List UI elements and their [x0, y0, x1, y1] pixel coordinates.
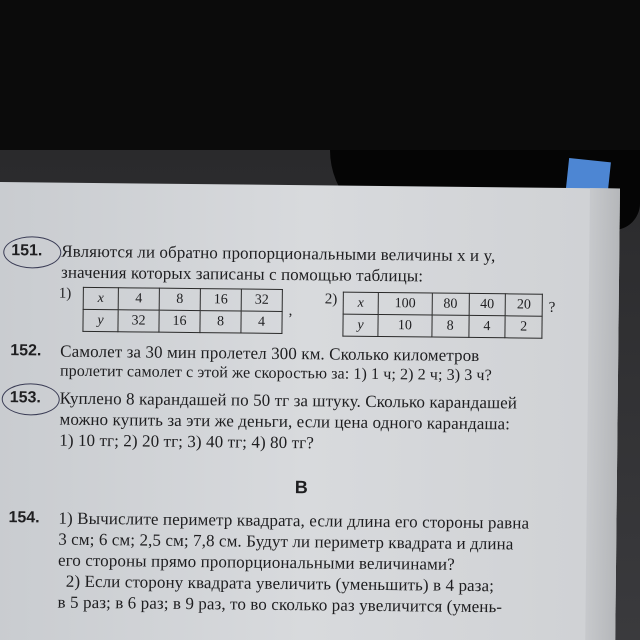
table1-y-cell: 32 — [118, 310, 159, 332]
problem-151-line1: Являются ли обратно пропорциональными величины x и y, — [61, 241, 496, 266]
problem-number-152: 152. — [10, 342, 42, 360]
problem-153-line1: Куплено 8 карандашей по 50 тг за штуку. Сколько карандашей — [59, 388, 518, 413]
problem-154-line1: 1) Вычислите периметр квадрата, если длина его стороны равна — [58, 508, 530, 533]
table2-x-header: x — [343, 292, 378, 314]
table2-x-cell: 80 — [432, 293, 469, 315]
problem-152-line2: пролетит самолет с этой же скоростью за: 1) 1 ч; 2) 2 ч; 3) 3 ч? — [59, 362, 492, 385]
table2-x-cell: 20 — [505, 294, 542, 316]
table1-label: 1) — [58, 285, 72, 302]
problem-154-line2: 3 см; 6 см; 2,5 см; 7,8 см. Будут ли периметр квадрата и длина — [58, 529, 514, 554]
problem-number-154: 154. — [8, 509, 40, 527]
problem-number-153: 153. — [9, 389, 41, 407]
problem-152-line1: Самолет за 30 мин пролетел 300 км. Сколько километров — [60, 341, 480, 366]
table1-y-header: y — [83, 309, 118, 331]
problem-153-line2: можно купить за эти же деньги, если цена одного карандаша: — [59, 409, 511, 434]
problem-153-line3: 1) 10 тг; 2) 20 тг; 3) 40 тг; 4) 80 тг? — [59, 430, 315, 453]
table1-row-y — [83, 309, 282, 333]
table1-x-cell: 8 — [159, 288, 200, 310]
table1-x-cell: 4 — [118, 288, 159, 310]
table2-row-x — [343, 292, 542, 316]
table1-y-cell: 16 — [159, 310, 200, 332]
table1-separator: , — [288, 303, 293, 320]
table2-y-header: y — [343, 314, 378, 336]
table2-y-cell: 10 — [378, 314, 432, 337]
table2-label: 2) — [324, 291, 338, 308]
table2-x-cell: 100 — [378, 292, 432, 315]
problem-number-151: 151. — [11, 242, 43, 260]
table1-y-cell: 4 — [241, 311, 282, 333]
table-2 — [342, 292, 542, 339]
textbook-photo — [0, 150, 640, 640]
table2-row-y — [343, 314, 542, 338]
table2-x-cell: 40 — [469, 293, 506, 315]
section-letter: B — [294, 477, 308, 498]
table2-y-cell: 4 — [468, 315, 505, 337]
problem-151-line2: значения которых записаны с помощью таблицы: — [60, 262, 424, 286]
table2-y-cell: 2 — [505, 316, 542, 338]
table-1 — [82, 287, 282, 334]
problem-154-line4: 2) Если сторону квадрата увеличить (уменьшить) в 4 раза; — [65, 571, 495, 596]
table2-question-mark: ? — [548, 299, 556, 316]
problem-154-line3: его стороны прямо пропорциональными величинами? — [57, 550, 455, 574]
table1-x-cell: 16 — [200, 289, 241, 311]
page-edge — [585, 188, 620, 640]
table1-x-cell: 32 — [241, 289, 282, 311]
table1-y-cell: 8 — [200, 311, 241, 333]
table2-y-cell: 8 — [432, 315, 469, 337]
table1-x-header: x — [83, 287, 118, 309]
table1-row-x — [83, 287, 282, 311]
textbook-page — [0, 182, 620, 640]
problem-154-line5: в 5 раз; в 6 раз; в 9 раз, то во сколько раз увеличится (умень- — [57, 592, 503, 617]
